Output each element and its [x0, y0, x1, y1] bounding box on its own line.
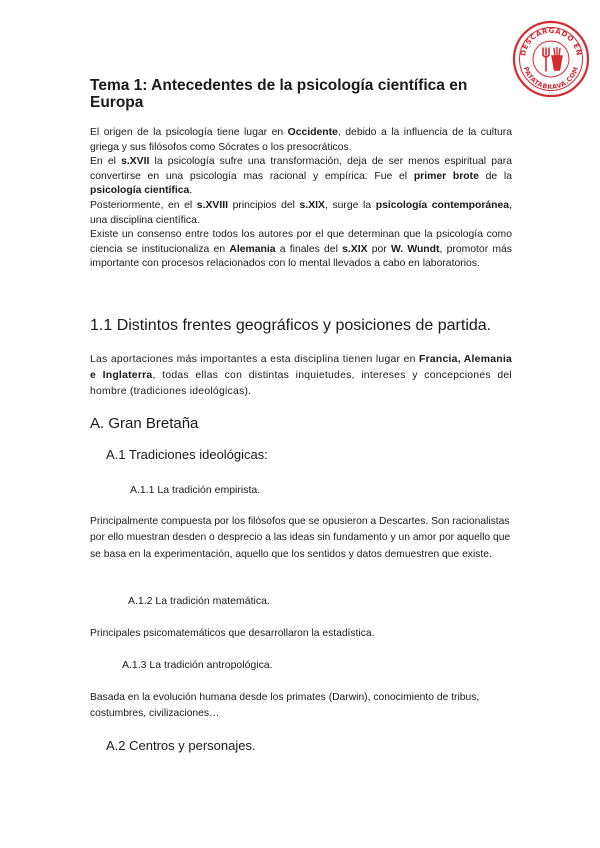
- subheading-centros-personajes: A.2 Centros y personajes.: [106, 738, 256, 753]
- heading-tradicion-antropologica: A.1.3 La tradición antropológica.: [122, 659, 273, 671]
- heading-tradicion-empirista: A.1.1 La tradición empirista.: [130, 484, 261, 496]
- heading-tradicion-matematica: A.1.2 La tradición matemática.: [128, 595, 270, 607]
- intro-section: [90, 126, 512, 272]
- bold-term: Alemania: [229, 243, 276, 255]
- text-run: principios del: [227, 199, 300, 211]
- section-heading-gran-bretana: A. Gran Bretaña: [90, 415, 199, 432]
- bold-term: Francia, Alemania e Inglaterra: [90, 354, 512, 382]
- intro-paragraph-origin: [90, 126, 512, 155]
- bold-term: psicología contemporánea: [375, 199, 510, 211]
- text-run: .: [189, 185, 193, 197]
- bold-term: s.XIX: [342, 243, 368, 255]
- bold-term: s.XVIII: [196, 199, 228, 211]
- bold-term: primer brote: [413, 170, 479, 182]
- text-run: En el: [90, 156, 122, 168]
- text-run: El origen de la psicología tiene lugar en: [90, 127, 288, 138]
- text-run: , todas ellas con distintas inquietudes, intereses y concepciones del hombre (tradiciones ideológicas).: [90, 370, 512, 398]
- bold-term: Occidente: [287, 127, 338, 138]
- subheading-tradiciones: A.1 Tradiciones ideológicas:: [106, 447, 268, 462]
- svg-text:PATATABRAVA.COM: [522, 66, 580, 92]
- text-run: la psicología sufre una transformación, deja de ser menos espiritual para convertirse en una psicología mas racional y empírica. Fue el: [90, 156, 512, 182]
- text-run: , una disciplina científica.: [90, 199, 512, 226]
- bold-term: s.XVII: [121, 156, 150, 168]
- paragraph-matematica: Principales psicomatemáticos que desarrollaron la estadística.: [90, 628, 375, 639]
- text-run: Posteriormente, en el: [90, 199, 197, 211]
- paragraph-aportaciones: [90, 352, 512, 401]
- paragraph-empirista: Principalmente compuesta por los filósofos que se opusieron a Descartes. Son racionalistas por ello muestran desden o desprecio a las ideas sin fundamento y un amor por aquello que se basa en la experimentación, aquello que los sentidos y datos demuestren que existe.: [90, 516, 511, 560]
- page-title: Tema 1: Antecedentes de la psicología científica en Europa: [90, 77, 468, 111]
- text-run: a finales del: [275, 243, 343, 255]
- download-stamp-logo: [512, 20, 590, 98]
- section-heading-1-1: 1.1 Distintos frentes geográficos y posiciones de partida.: [90, 317, 492, 334]
- text-run: Existe un consenso entre todos los autores por el que determinan que la psicología como ciencia se institucionaliza en: [90, 229, 512, 255]
- bold-term: psicología científica: [90, 185, 190, 197]
- intro-paragraph-consenso: [90, 228, 512, 272]
- intro-paragraph-xviii: [90, 199, 512, 228]
- paragraph-antropologica: Basada en la evolución humana desde los primates (Darwin), conocimiento de tribus, costumbres, civilizaciones…: [90, 692, 480, 720]
- text-run: , promotor más importante con procesos relacionados con lo mental llevados a cabo en laboratorios.: [90, 243, 513, 270]
- stamp-bottom-text: PATATABRAVA.COM: [521, 65, 581, 92]
- stamp-top-text: DESCARGADO EN: [519, 26, 583, 57]
- text-run: , debido a la influencia de la cultura griega y sus filósofos como Sócrates o los presocráticos.: [90, 127, 512, 153]
- svg-text:DESCARGADO EN: [519, 27, 583, 57]
- text-run: de la: [478, 170, 512, 182]
- text-run: Las aportaciones más importantes a esta disciplina tienen lugar en: [90, 354, 419, 365]
- text-run: por: [367, 243, 391, 255]
- text-run: , surge la: [324, 199, 376, 211]
- bold-term: W. Wundt: [391, 243, 440, 255]
- intro-paragraph-xvii: [90, 155, 512, 199]
- bold-term: s.XIX: [299, 199, 325, 211]
- stamp-icon: [512, 20, 590, 98]
